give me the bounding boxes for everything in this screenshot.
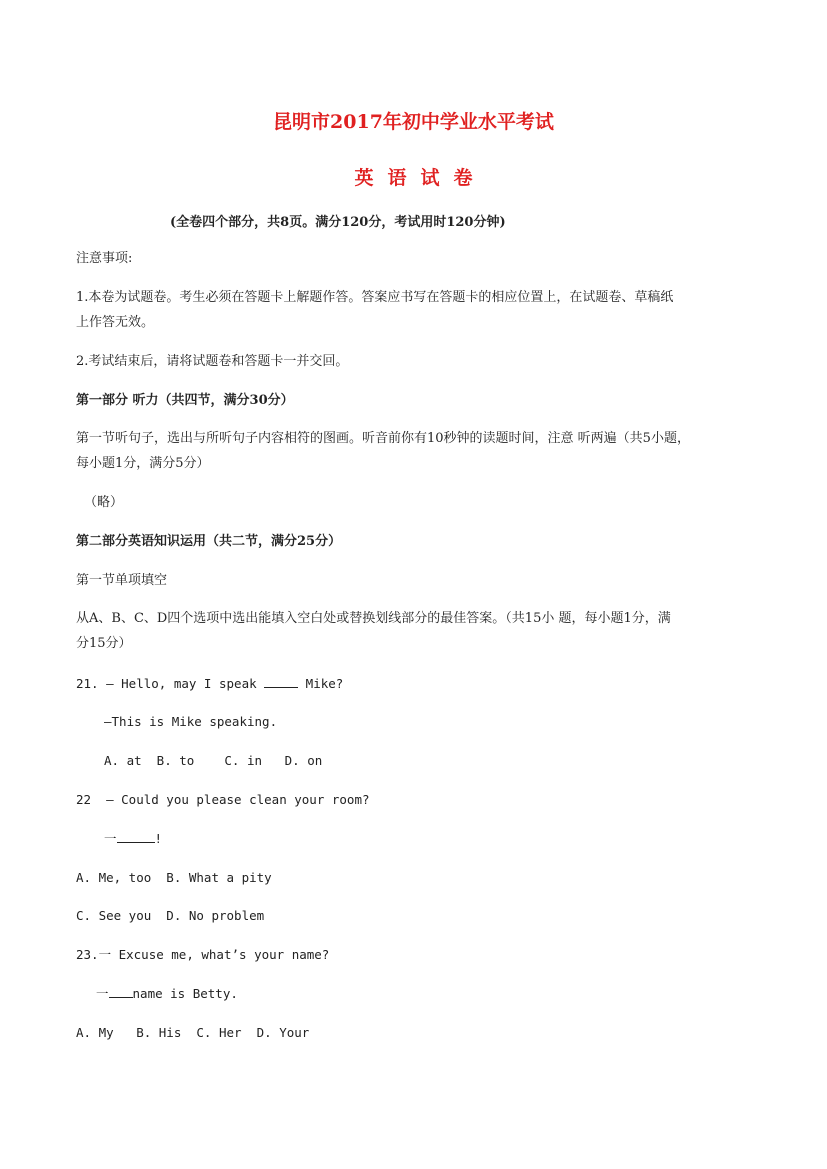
question-22-options-line2: C. See you D. No problem (76, 908, 265, 923)
part1-heading: 第一部分 听力（共四节，满分30分） (76, 393, 294, 408)
part1-section1-instructions-cont: 每小题1分，满分5分） (76, 456, 210, 471)
question-21-stem-end: Mike? (298, 676, 344, 691)
question-21-reply: —This is Mike speaking. (104, 714, 278, 729)
question-22-stem: 22 — Could you please clean your room? (76, 792, 370, 807)
notice-item-1-cont: 上作答无效。 (76, 315, 155, 330)
question-22-blank (117, 830, 155, 843)
notice-item-1: 1.本卷为试题卷。考生必须在答题卡上解题作答。答案应书写在答题卡的相应位置上，在试题卷、草稿纸 (76, 290, 674, 305)
question-22-reply-end: ! (154, 831, 163, 846)
exam-subtitle: 英语试卷 (354, 167, 487, 189)
part2-heading: 第二部分英语知识运用（共二节，满分25分） (76, 534, 342, 549)
question-23-stem: 23.一 Excuse me, what’s your name? (76, 947, 330, 962)
exam-note: (全卷四个部分，共8页。满分120分，考试用时120分钟) (170, 215, 506, 230)
question-23-options: A. My B. His C. Her D. Your (76, 1025, 310, 1040)
question-21-stem-start: 21. — Hello, may I speak (76, 676, 265, 691)
question-21-blank (264, 675, 298, 688)
question-22-reply-dash: 一 (104, 831, 117, 846)
question-21-options: A. at B. to C. in D. on (104, 753, 323, 768)
part1-omitted: （略） (84, 495, 124, 510)
question-23-reply-dash: 一 (96, 986, 109, 1001)
exam-title: 昆明市2017年初中学业水平考试 (273, 111, 554, 133)
question-22-reply (104, 830, 162, 848)
part1-section1-instructions: 第一节听句子，选出与所听句子内容相符的图画。听音前你有10秒钟的读题时间，注意 听两遍（共5小题， (76, 431, 690, 446)
question-23-reply-end: name is Betty. (132, 986, 238, 1001)
part2-section1-title: 第一节单项填空 (76, 573, 168, 588)
question-23-reply (96, 985, 238, 1003)
notice-heading: 注意事项: (76, 251, 133, 266)
question-21-stem (76, 675, 343, 693)
question-22-options-line1: A. Me, too B. What a pity (76, 870, 272, 885)
question-23-blank (109, 985, 133, 998)
part2-instructions: 从A、B、C、D四个选项中选出能填入空白处或替换划线部分的最佳答案。（共15小 题，每小题1分，满 (76, 611, 671, 626)
notice-item-2: 2.考试结束后，请将试题卷和答题卡一并交回。 (76, 354, 349, 369)
part2-instructions-cont: 分15分） (76, 636, 132, 651)
